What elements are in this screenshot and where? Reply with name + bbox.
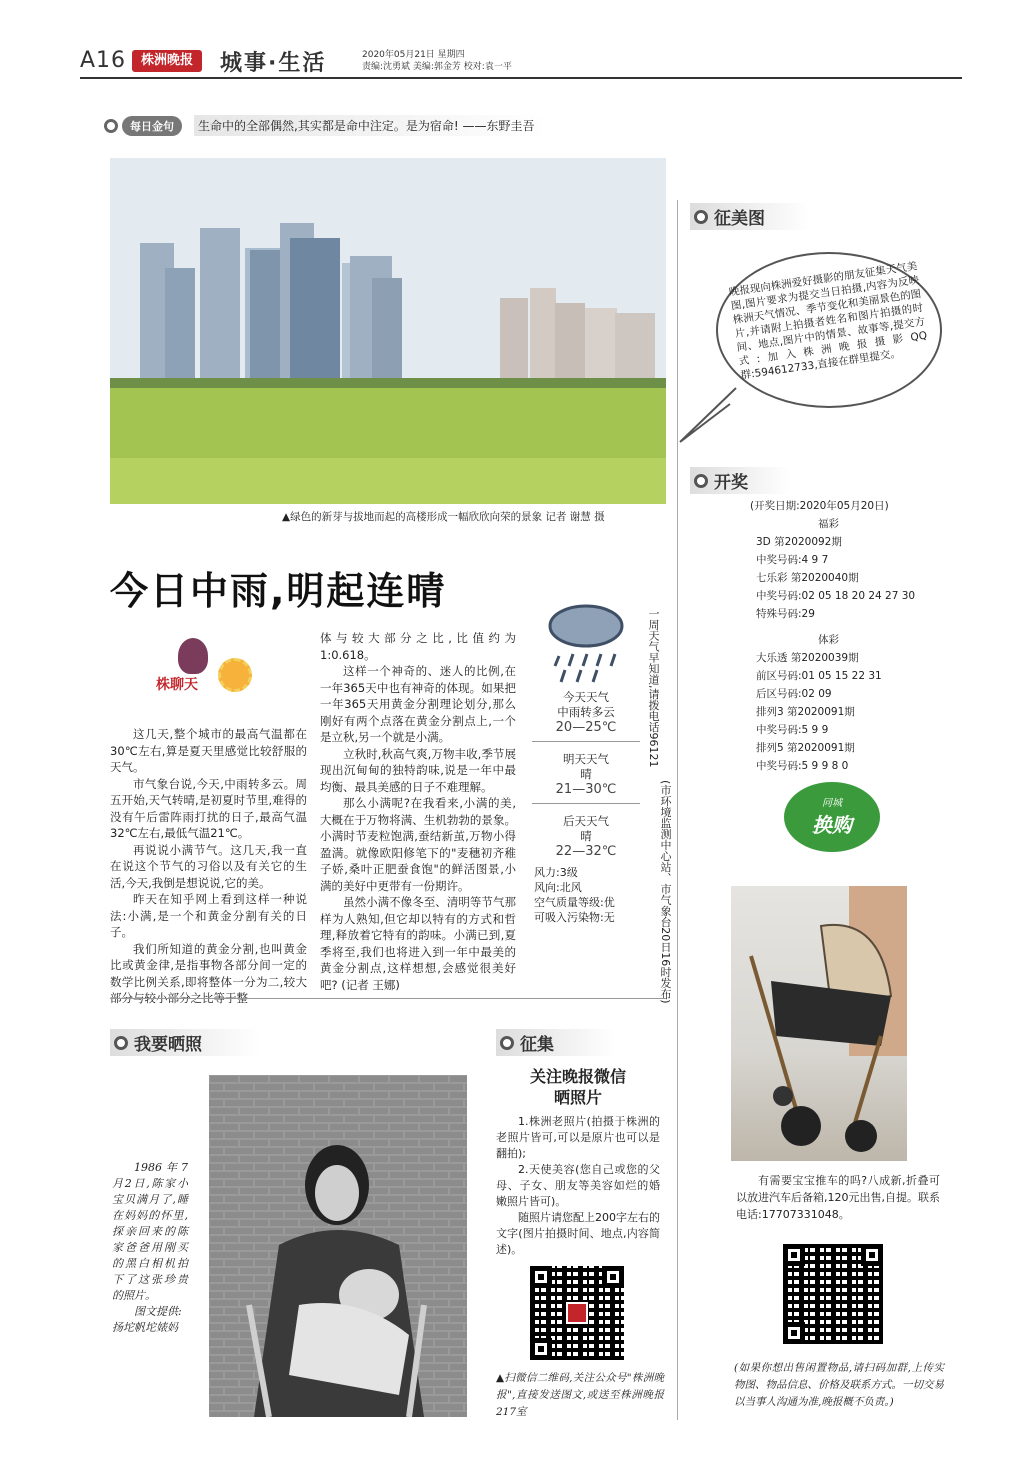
quote-label: 每日金句 [122, 116, 182, 136]
lottery-line: 排列5 第2020091期 [756, 742, 855, 754]
qr-finder [530, 1338, 552, 1360]
paragraph: 我们所知道的黄金分割,也叫黄金比或黄金律,是指事物各部分间一定的数学比例关系,即将整体一分为二,较大部分与较小部分之比等于整 [110, 941, 307, 1005]
zhengji-item: 2.天使美容(您自己或您的父母、子女、朋友等美容如烂的婚嫩照片皆可)。 [496, 1163, 660, 1208]
paragraph: 虽然小满不像冬至、清明等节气那样为人熟知,但它却以特有的方式和哲理,释放着它特有的韵味。小满已到,夏季将至,我们也将进入到一年中最美的黄金分割点,这样想想,会感觉很美好吧? (记者 王娜) [320, 895, 516, 992]
page-number: A16 [80, 48, 127, 73]
header-meta [362, 49, 512, 73]
shaizhao-credit-name: 扬坨帆坨婊妈 [112, 1321, 178, 1334]
qr-finder [783, 1322, 805, 1344]
paragraph: 这样一个神奇的、迷人的比例,在一年365天中也有神奇的体现。如果把一年365天用黄金分割理论划分,那么刚好有两个点落在黄金分割点上,一个是立秋,另一个就是小满。 [320, 664, 516, 744]
qr-finder [861, 1244, 883, 1266]
today-temp: 20—25℃ [532, 720, 640, 742]
paragraph: 立秋时,秋高气爽,万物丰收,季节展现出沉甸甸的独特韵味,说是一年中最均衡、最具美感的日子不难理解。 [320, 746, 516, 794]
zhengji-heading [496, 1029, 616, 1056]
zhengji-title-2: 晒照片 [553, 1088, 602, 1107]
heading-text: 我要晒照 [134, 1035, 202, 1055]
photo-illustration [110, 158, 666, 504]
lottery-line: 后区号码:02 09 [756, 688, 832, 700]
staff-credits: 责编:沈勇斌 美编:郭金芳 校对:袁一平 [362, 62, 512, 72]
shaizhao-story: 1986年7月2日,陈家小宝贝满月了,睡在妈妈的怀里,探亲回来的陈家爸爸用刚买的黑白相机拍下了这张珍贵的照片。 [112, 1161, 188, 1302]
zhengji-items [496, 1114, 660, 1258]
after-temp: 22—32℃ [555, 844, 617, 859]
zhengmeitu-text: 晚报现向株洲爱好摄影的朋友征集天气美图,图片要求为提交当日拍摄,内容为反映株洲天气情况、季节变化和美丽景色的图片,并请附上拍摄者姓名和图片拍摄的时间、地点,图片中的情景、故事等,提交方式:加入株洲晚报摄影QQ群:594612733,直接在群里提交。 [728, 260, 928, 382]
wind-direction: 风向:北风 [534, 881, 582, 894]
paragraph: 体与较大部分之比,比值约为1:0.618。 [320, 631, 516, 662]
divider [110, 998, 666, 999]
badge-text: 株聊天 [156, 677, 198, 693]
reporter-avatar [178, 638, 208, 674]
zhengmeitu-heading [690, 203, 810, 230]
huangou-text: 有需要宝宝推车的吗?八成新,折叠可以放进汽车后备箱,120元出售,自提。联系电话:17707331048。 [736, 1174, 940, 1221]
article-col-2 [320, 630, 516, 993]
qr-finder [602, 1266, 624, 1288]
heading-text: 征集 [520, 1035, 554, 1055]
old-family-photo [209, 1075, 467, 1417]
lottery-line: 前区号码:01 05 15 22 31 [756, 670, 882, 682]
shaizhao-text [112, 1160, 188, 1336]
bullet-icon [104, 119, 118, 133]
badge-top: 同城 [822, 798, 842, 809]
issue-date: 2020年05月21日 星期四 [362, 50, 465, 60]
paper-logo-icon [566, 1302, 588, 1324]
wind-force: 风力:3级 [534, 866, 578, 879]
shaizhao-heading [110, 1029, 260, 1056]
lottery-line: 中奖号码:5 9 9 8 0 [756, 760, 849, 772]
qr-finder [783, 1244, 805, 1266]
stroller-photo [731, 886, 907, 1161]
header-rule [80, 77, 962, 79]
weather-box [532, 596, 640, 925]
tomorrow-label: 明天天气 [563, 752, 609, 766]
bubble-tail [676, 380, 746, 450]
today-label: 今天天气 [563, 690, 609, 704]
after-weather: 晴 [580, 829, 592, 843]
after-label: 后天天气 [563, 814, 609, 828]
bullet-icon [694, 474, 708, 488]
lottery-line: 特殊号码:29 [756, 608, 815, 620]
quote-text: 生命中的全部偶然,其实都是命中注定。是为宿命! ——东野圭吾 [194, 115, 548, 136]
paper-logo: 株洲晚报 [132, 50, 202, 72]
qr-note: ▲扫微信二维码,关注公众号"株洲晚报",直接发送图文,或送至株洲晚报217室 [496, 1372, 664, 1418]
huangou-badge [784, 782, 880, 852]
paragraph: 这几天,整个城市的最高气温都在30℃左右,算是夏天里感觉比较舒服的天气。 [110, 727, 307, 774]
wechat-qr-code[interactable] [530, 1266, 624, 1360]
heading-text: 开奖 [714, 473, 748, 493]
lottery-line: 七乐彩 第2020040期 [756, 572, 859, 584]
zhengji-item: 1.株洲老照片(拍摄于株洲的老照片皆可,可以是原片也可以是翻拍); [496, 1115, 660, 1160]
lottery-line: 中奖号码:4 9 7 [756, 554, 829, 566]
bullet-icon [114, 1036, 128, 1050]
tomorrow-temp: 21—30℃ [532, 782, 640, 804]
column-badge [150, 636, 260, 706]
kaijiang-heading [690, 467, 790, 494]
fucai-heading: 福彩 [818, 518, 839, 530]
shaizhao-credit: 图文提供: [134, 1305, 182, 1318]
today-weather: 中雨转多云 [557, 705, 615, 719]
ticai-heading: 体彩 [818, 634, 839, 646]
bullet-icon [694, 210, 708, 224]
huangou-qr-code[interactable] [783, 1244, 883, 1344]
lottery-line: 3D 第2020092期 [756, 536, 842, 548]
heading-text: 征美图 [714, 209, 765, 229]
daily-quote [104, 115, 548, 136]
paragraph: 那么小满呢?在我看来,小满的美,大概在于万物将满、生机勃勃的景象。小满时节麦粒饱满,蚕结新茧,万物小得盈满。就像欧阳修笔下的"麦穗初齐稚子娇,桑叶正肥蚕食饱"的鲜活图景,小满的美好中更带有一份期许。 [320, 796, 516, 893]
lottery-line: 中奖号码:5 9 9 [756, 724, 829, 736]
photo-caption: ▲绿色的新芽与拔地而起的高楼形成一幅欣欣向荣的景象 记者 谢慧 摄 [282, 511, 605, 523]
pollutant: 可吸入污染物:无 [534, 911, 615, 924]
huangou-note: (如果你想出售闲置物品,请扫码加群,上传实物图、物品信息、价格及联系方式。一切交易以当事人沟通为准,晚报概不负责。) [734, 1362, 944, 1408]
paragraph: 市气象台说,今天,中雨转多云。周五开始,天气转晴,是初夏时节里,难得的没有午后雷阵雨打扰的日子,最高气温32℃左右,最低气温21℃。 [110, 776, 307, 840]
lottery-line: 中奖号码:02 05 18 20 24 27 30 [756, 590, 916, 602]
tomorrow-weather: 晴 [580, 767, 592, 781]
qr-finder [530, 1266, 552, 1288]
zhengji-title-1: 关注晚报微信 [529, 1067, 626, 1086]
section-title: 城事·生活 [220, 51, 327, 76]
article-title: 今日中雨,明起连晴 [110, 569, 447, 613]
weather-source: (市环境监测中心站、市气象台20日16时发布) [659, 780, 672, 1004]
paragraph: 昨天在知乎网上看到这样一种说法:小满,是一个和黄金分割有关的日子。 [110, 892, 307, 939]
article-col-1 [110, 726, 307, 1007]
lottery-line: 大乐透 第2020039期 [756, 652, 859, 664]
badge-main: 换购 [812, 813, 852, 837]
paragraph: 再说说小满节气。这几天,我一直在说这个节气的习俗以及有关它的生活,今天,我倒是想说说,它的美。 [110, 842, 307, 890]
lottery-results [750, 497, 956, 775]
lottery-date: (开奖日期:2020年05月20日) [750, 500, 889, 512]
rain-cloud-icon [541, 596, 631, 686]
zhengji-title [496, 1066, 660, 1108]
air-quality: 空气质量等级:优 [534, 896, 615, 909]
weather-hotline: 一周天气早知道,请拨电话96121 [647, 608, 660, 768]
zhengji-item: 随照片请您配上200字左右的文字(图片拍摄时间、地点,内容简述)。 [496, 1211, 660, 1256]
city-field-photo [110, 158, 666, 504]
sun-icon [218, 658, 252, 692]
vintage-photo-illustration [209, 1075, 467, 1417]
lottery-line: 排列3 第2020091期 [756, 706, 855, 718]
bullet-icon [500, 1036, 514, 1050]
stroller-illustration [731, 886, 907, 1161]
